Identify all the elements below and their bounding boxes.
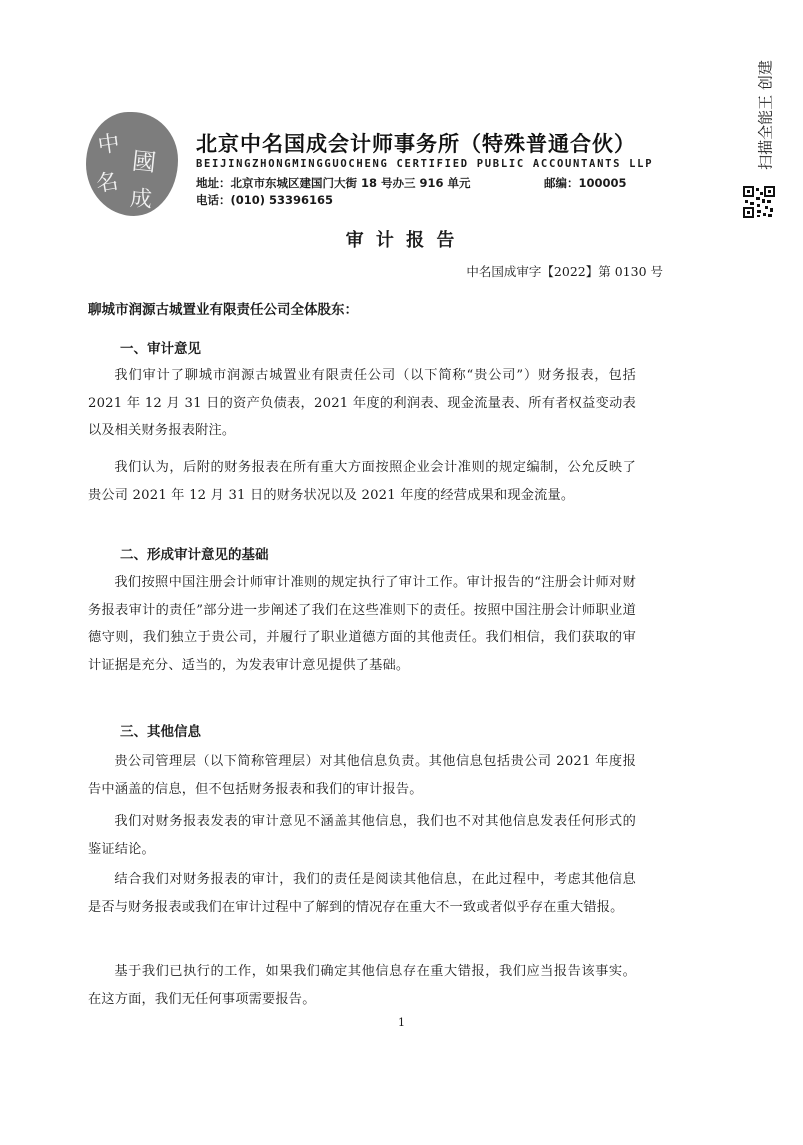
svg-text:成: 成	[129, 186, 153, 213]
firm-name-en: BEIJINGZHONGMINGGUOCHENG CERTIFIED PUBLIC ACCOUNTANTS LLP	[196, 158, 654, 170]
svg-text:國: 國	[130, 146, 158, 178]
svg-text:名: 名	[94, 169, 121, 198]
report-addressee: 聊城市润源古城置业有限责任公司全体股东：	[88, 302, 358, 318]
paragraph: 我们审计了聊城市润源古城置业有限责任公司（以下简称“贵公司”）财务报表，包括 2021 年 12 月 31 日的资产负债表，2021 年度的利润表、现金流量表、所有者权益变动表以及相关财务报表附注。	[88, 368, 636, 438]
paragraph: 基于我们已执行的工作，如果我们确定其他信息存在重大错报，我们应当报告该事实。在这方面，我们无任何事项需要报告。	[88, 964, 636, 1007]
firm-address: 地址：北京市东城区建国门大街 18 号办三 916 单元	[196, 176, 471, 190]
svg-text:中: 中	[96, 131, 122, 159]
firm-postcode: 邮编：100005	[544, 176, 627, 190]
report-reference-number: 中名国成审字【2022】第 0130 号	[466, 264, 663, 279]
paragraph: 结合我们对财务报表的审计，我们的责任是阅读其他信息，在此过程中，考虑其他信息是否与财务报表或我们在审计过程中了解到的情况存在重大不一致或者似乎存在重大错报。	[88, 872, 636, 915]
section-heading-audit-opinion: 一、审计意见	[120, 341, 201, 357]
qr-code-icon	[743, 186, 775, 218]
page-number: 1	[398, 1016, 405, 1029]
firm-name-cn: 北京中名国成会计师事务所（特殊普通合伙）	[196, 132, 636, 156]
section-heading-other-information: 三、其他信息	[120, 724, 201, 740]
scanner-watermark-text: 扫描全能王 创建	[756, 60, 775, 170]
paragraph: 我们认为，后附的财务报表在所有重大方面按照企业会计准则的规定编制，公允反映了贵公司 2021 年 12 月 31 日的财务状况以及 2021 年度的经营成果和现金流量。	[88, 460, 636, 503]
paragraph: 我们对财务报表发表的审计意见不涵盖其他信息，我们也不对其他信息发表任何形式的鉴证结论。	[88, 814, 636, 857]
firm-phone: 电话：(010) 53396165	[196, 193, 334, 207]
paragraph: 贵公司管理层（以下简称管理层）对其他信息负责。其他信息包括贵公司 2021 年度报告中涵盖的信息，但不包括财务报表和我们的审计报告。	[88, 754, 636, 797]
logo-calligraphy-icon	[86, 112, 178, 216]
paragraph: 我们按照中国注册会计师审计准则的规定执行了审计工作。审计报告的“注册会计师对财务报表审计的责任”部分进一步阐述了我们在这些准则下的责任。按照中国注册会计师职业道德守则，我们独立于贵公司，并履行了职业道德方面的其他责任。我们相信，我们获取的审计证据是充分、适当的，为发表审计意见提供了基础。	[88, 575, 636, 673]
section-heading-basis-for-opinion: 二、形成审计意见的基础	[120, 547, 269, 563]
firm-logo	[86, 112, 178, 216]
report-title: 审 计 报 告	[345, 230, 458, 251]
